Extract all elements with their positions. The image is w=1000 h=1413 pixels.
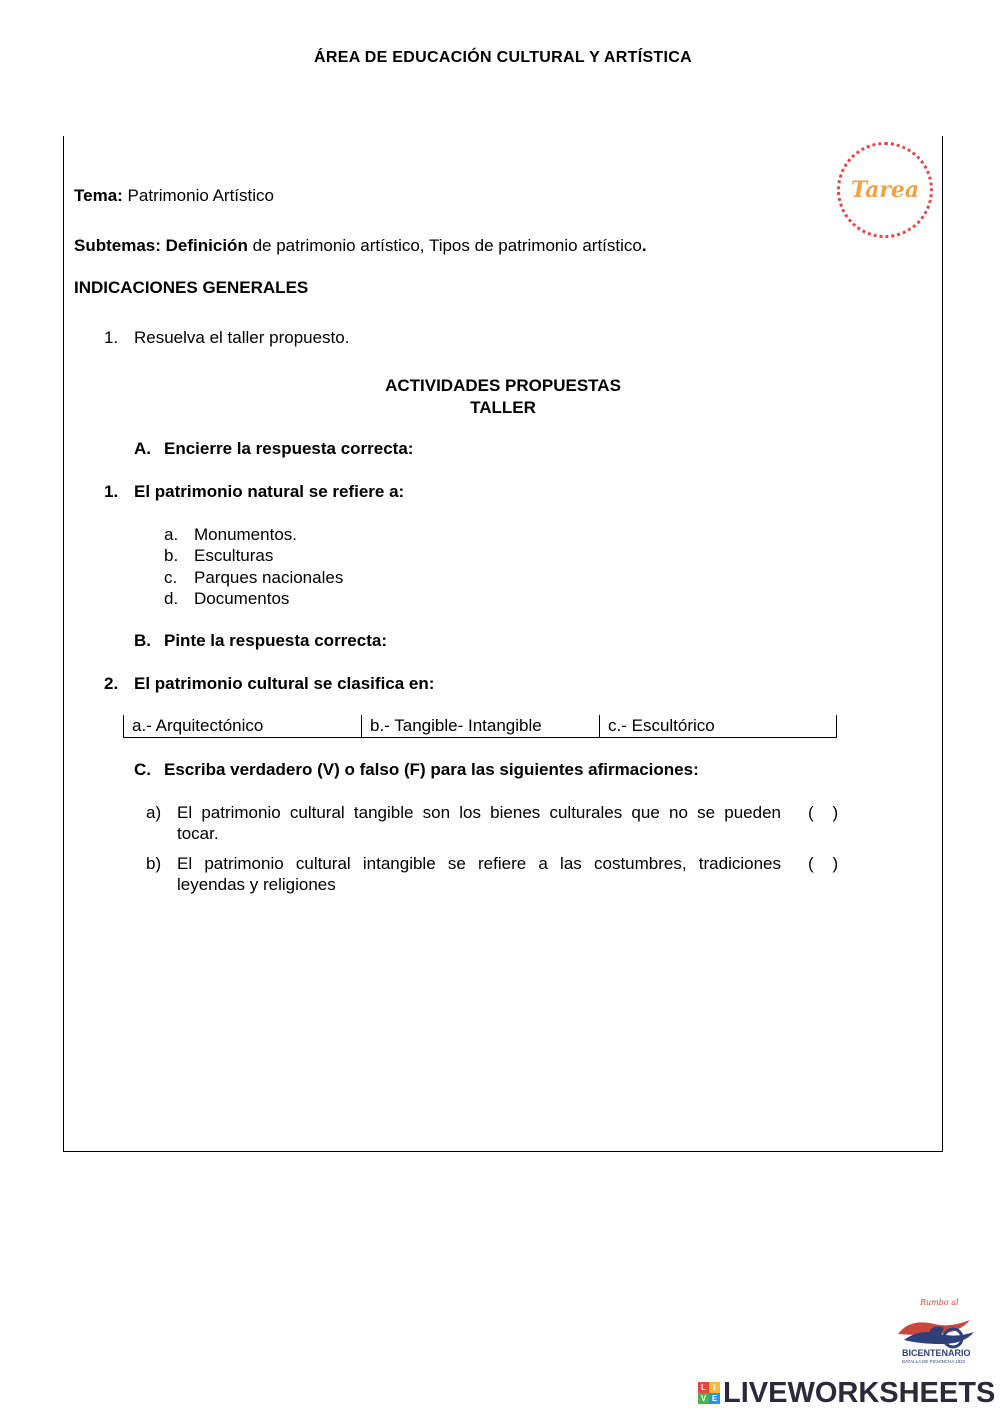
indicacion-num: 1. [104, 328, 119, 347]
bicentenario-logo [890, 1298, 985, 1368]
option-text: Parques nacionales [194, 568, 344, 587]
question-1 [104, 481, 405, 502]
question-1-text: El patrimonio natural se refiere a: [134, 482, 405, 501]
logo-letter: V [698, 1393, 709, 1404]
section-a-instruction: Encierre la respuesta correcta: [164, 439, 414, 458]
answer-blank-b[interactable]: ( ) [808, 854, 839, 873]
option-arquitectonico[interactable]: a.- Arquitectónico [123, 715, 361, 737]
section-b-letter: B. [134, 631, 151, 650]
option-letter: a. [164, 525, 179, 544]
option-escultorico[interactable]: c.- Escultórico [599, 715, 837, 737]
logo-letter: E [709, 1393, 720, 1404]
indicacion-item [104, 327, 350, 348]
classification-options-table [123, 715, 837, 738]
section-c-letter: C. [134, 760, 151, 779]
statement-letter: b) [146, 854, 162, 873]
subtemas-text: de patrimonio artístico, Tipos de patrimonio artístico [252, 236, 642, 255]
indicaciones-heading: INDICACIONES GENERALES [74, 278, 309, 297]
liveworksheets-text: LIVEWORKSHEETS [723, 1376, 996, 1409]
statement-text-line1: El patrimonio cultural intangible se refiere a las costumbres, tradiciones [177, 854, 781, 873]
subtemas-period: . [641, 236, 647, 255]
answer-blank-a[interactable]: ( ) [808, 803, 839, 822]
page-title: ÁREA DE EDUCACIÓN CULTURAL Y ARTÍSTICA [314, 49, 692, 66]
logo-letter: I [709, 1382, 720, 1393]
section-a-heading [134, 438, 414, 459]
bicentenario-name: BICENTENARIO [902, 1348, 971, 1358]
option-letter: b. [164, 546, 179, 565]
statement-text-line1: El patrimonio cultural tangible son los bienes culturales que no se pueden [177, 803, 781, 822]
option-b[interactable] [164, 545, 274, 566]
tarea-stamp [837, 142, 933, 238]
statement-text-line2: leyendas y religiones [177, 875, 336, 894]
tema-value: Patrimonio Artístico [127, 186, 274, 205]
option-text: Esculturas [194, 546, 274, 565]
option-c[interactable] [164, 567, 344, 588]
taller-heading: TALLER [470, 398, 536, 417]
subtemas-line [74, 235, 647, 256]
section-b-instruction: Pinte la respuesta correcta: [164, 631, 387, 650]
subtemas-label: Subtemas: [74, 236, 161, 255]
question-1-num: 1. [104, 482, 119, 501]
tema-line [74, 185, 274, 206]
tema-label: Tema: [74, 186, 123, 205]
option-letter: c. [164, 568, 178, 587]
liveworksheets-logo-icon [698, 1382, 720, 1404]
actividades-heading: ACTIVIDADES PROPUESTAS [385, 376, 621, 395]
question-2-num: 2. [104, 674, 119, 693]
section-c-heading [134, 759, 699, 780]
option-d[interactable] [164, 588, 290, 609]
section-a-letter: A. [134, 439, 151, 458]
option-letter: d. [164, 589, 179, 608]
question-2 [104, 673, 435, 694]
option-text: Documentos [194, 589, 290, 608]
statement-letter: a) [146, 803, 162, 822]
tarea-stamp-label: Tarea [850, 177, 920, 203]
option-tangible-intangible[interactable]: b.- Tangible- Intangible [361, 715, 599, 737]
section-b-heading [134, 630, 387, 651]
question-2-text: El patrimonio cultural se clasifica en: [134, 674, 435, 693]
logo-letter: L [698, 1382, 709, 1393]
bicentenario-tagline: Rumbo al [920, 1298, 959, 1307]
indicacion-text: Resuelva el taller propuesto. [134, 328, 350, 347]
subtemas-bold-word: Definición [165, 236, 248, 255]
section-c-instruction: Escriba verdadero (V) o falso (F) para las siguientes afirmaciones: [164, 760, 699, 779]
liveworksheets-watermark [698, 1378, 998, 1408]
option-a[interactable] [164, 524, 297, 545]
bicentenario-sub: BATALLA DE PICHINCHA 1822 [902, 1359, 966, 1364]
option-text: Monumentos. [194, 525, 297, 544]
statement-text-line2: tocar. [177, 824, 219, 843]
